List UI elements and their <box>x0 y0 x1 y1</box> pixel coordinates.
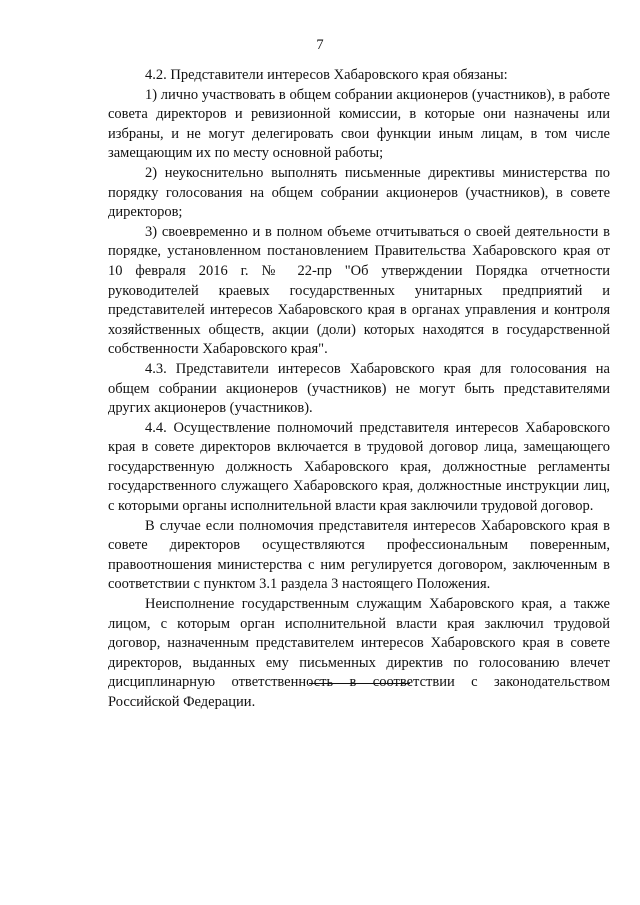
paragraph-4-2-item-3: 3) своевременно и в полном объеме отчитываться о своей деятельности в порядке, установленном постановлением Правительства Хабаровского края от 10 февраля 2016 г. № 22-пр "Об утверждении Порядка отчетности руководителей краевых государственных унитарных предприятий и представителей интересов Хабаровского края в органах управления и контроля хозяйственных обществ, акции (доли) которых находятся в государственной собственности Хабаровского края". <box>108 223 610 358</box>
paragraph-4-2-heading: 4.2. Представители интересов Хабаровского края обязаны: <box>145 67 508 83</box>
paragraph-4-3: 4.3. Представители интересов Хабаровского края для голосования на общем собрании акционеров (участников) не могут быть представителями других акционеров (участников). <box>108 360 610 417</box>
end-of-document-rule <box>309 683 410 684</box>
paragraph-4-2-item-2: 2) неукоснительно выполнять письменные директивы министерства по порядку голосования на общем собрании акционеров (участников), в совете директоров; <box>108 164 610 221</box>
paragraph-professional-attorney: В случае если полномочия представителя интересов Хабаровского края в совете директоров осуществляются профессиональным поверенным, правоотношения министерства с ним регулируется договором, заключенным в соответствии с пунктом 3.1 раздела 3 настоящего Положения. <box>108 517 610 593</box>
page-number: 7 <box>316 37 324 53</box>
paragraph-4-4: 4.4. Осуществление полномочий представителя интересов Хабаровского края в совете директоров включается в трудовой договор лица, замещающего государственную должность Хабаровского края, должностные регламенты государственного служащего Хабаровского края, должностные инструкции лиц, с которыми органы исполнительной власти края заключили трудовой договор. <box>108 419 610 515</box>
paragraph-4-2-item-1: 1) лично участвовать в общем собрании акционеров (участников), в работе совета директоров и ревизионной комиссии, в которые они назначены или избраны, и не могут делегировать свои функции иным лицам, в том числе замещающим их по месту основной работы; <box>108 86 610 162</box>
document-body <box>108 66 610 713</box>
paragraph-liability: Неисполнение государственным служащим Хабаровского края, а также лицом, с которым орган исполнительной власти края заключил трудовой договор, назначенным представителем интересов Хабаровского края в совете директоров, выданных ему письменных директив по голосованию влечет дисциплинарную ответственность в соответствии с законодательством Российской Федерации. <box>108 596 610 710</box>
